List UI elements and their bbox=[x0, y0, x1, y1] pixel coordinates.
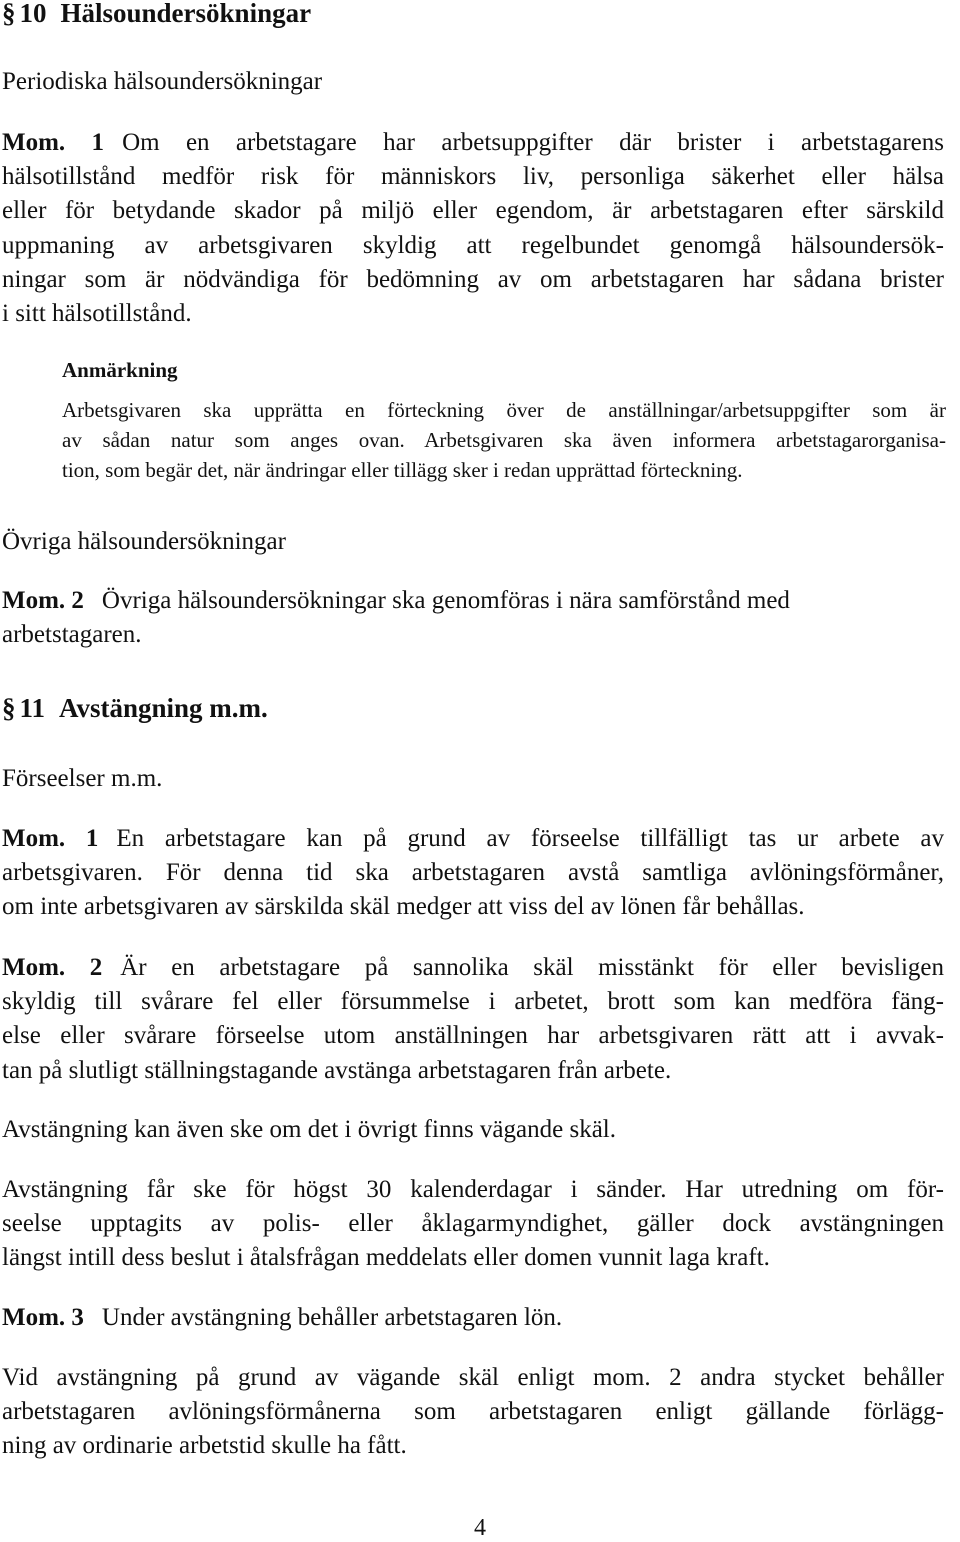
note-line: tion, som begär det, när ändringar eller tillägg sker i redan upprättad förteckning. bbox=[62, 458, 743, 482]
section-title: Avstängning m.m. bbox=[59, 693, 268, 723]
note-line: av sådan natur som anges ovan. Arbetsgivaren ska även informera arbetstagarorganisa- bbox=[62, 428, 946, 452]
text-line: Mom. 3 Under avstängning behåller arbetstagaren lön. bbox=[2, 1304, 563, 1331]
text-line: uppmaning av arbetsgivaren skyldig att regelbundet genomgå hälsoundersök- bbox=[2, 231, 944, 259]
section-number: 11 bbox=[19, 693, 46, 723]
text-line: seelse upptagits av polis- eller åklagarmyndighet, gäller dock avstängningen bbox=[2, 1210, 944, 1238]
section-heading-10 bbox=[2, 0, 944, 30]
paragraph-mom1-forseelser bbox=[2, 822, 944, 925]
text-line: Avstängning får ske för högst 30 kalenderdagar i sänder. Har utredning om för- bbox=[2, 1176, 944, 1203]
section-title: Hälsoundersökningar bbox=[60, 0, 312, 28]
section-sign: § bbox=[2, 693, 16, 723]
text-line: hälsotillstånd medför risk för människors liv, personliga säkerhet eller hälsa bbox=[2, 163, 944, 191]
text-line: ningar som är nödvändiga för bedömning av om arbetstagaren har sådana brister bbox=[2, 265, 944, 293]
text-line: arbetstagaren. bbox=[2, 621, 142, 649]
note-line: Arbetsgivaren ska upprätta en förteckning över de anställningar/arbetsuppgifter som är bbox=[62, 398, 946, 422]
text-line: arbetstagaren avlöningsförmånerna som arbetstagaren enligt gällande förlägg- bbox=[2, 1398, 944, 1426]
note-block bbox=[62, 355, 946, 485]
text-line: längst intill dess beslut i åtalsfrågan meddelats eller domen vunnit laga kraft. bbox=[2, 1244, 770, 1272]
paragraph-avstangning-hogst bbox=[2, 1173, 944, 1276]
paragraph-mom2-ovriga bbox=[2, 584, 944, 652]
text-line: Avstängning kan även ske om det i övrigt finns vägande skäl. bbox=[2, 1116, 616, 1143]
text-line: eller för betydande skador på miljö eller egendom, är arbetstagaren efter särskild bbox=[2, 197, 944, 225]
mom-label: Mom. 2 bbox=[2, 954, 103, 981]
text-line: ning av ordinarie arbetstid skulle ha fått. bbox=[2, 1432, 407, 1460]
text-line: tan på slutligt ställningstagande avstänga arbetstagaren från arbete. bbox=[2, 1056, 672, 1084]
paragraph-mom2-forseelser bbox=[2, 951, 944, 1088]
mom-label: Mom. 1 bbox=[2, 825, 99, 852]
paragraph-vid-avstangning bbox=[2, 1361, 944, 1464]
subheading-periodiska: Periodiska hälsoundersökningar bbox=[2, 68, 323, 95]
text-line: i sitt hälsotillstånd. bbox=[2, 300, 192, 328]
subheading-forseelser: Förseelser m.m. bbox=[2, 765, 163, 792]
text-line: Mom. 1 En arbetstagare kan på grund av förseelse tillfälligt tas ur arbete av bbox=[2, 825, 944, 852]
text-line: Vid avstängning på grund av vägande skäl enligt mom. 2 andra stycket behåller bbox=[2, 1364, 944, 1391]
mom-label: Mom. 2 bbox=[2, 587, 84, 614]
text-line: skyldig till svårare fel eller försummelse i arbetet, brott som kan medföra fäng- bbox=[2, 988, 944, 1016]
section-sign: § bbox=[2, 0, 16, 28]
text-line: arbetsgivaren. För denna tid ska arbetstagaren avstå samtliga avlöningsförmåner, bbox=[2, 859, 944, 887]
subheading-ovriga: Övriga hälsoundersökningar bbox=[2, 528, 286, 555]
section-heading-11 bbox=[2, 691, 944, 725]
note-title: Anmärkning bbox=[62, 358, 178, 382]
text-line: else eller svårare förseelse utom anställningen har arbetsgivaren rätt att i avvak- bbox=[2, 1022, 944, 1050]
text-line: om inte arbetsgivaren av särskilda skäl medger att viss del av lönen får behållas. bbox=[2, 893, 805, 921]
text-line: Mom. 1 Om en arbetstagare har arbetsuppgifter där brister i arbetstagarens bbox=[2, 129, 944, 156]
paragraph-avstangning-aven bbox=[2, 1113, 944, 1147]
section-number: 10 bbox=[19, 0, 47, 28]
page-number: 4 bbox=[474, 1515, 486, 1541]
mom-label: Mom. 1 bbox=[2, 129, 105, 156]
text-line: Mom. 2 Övriga hälsoundersökningar ska genomföras i nära samförstånd med bbox=[2, 587, 790, 614]
mom-label: Mom. 3 bbox=[2, 1304, 84, 1331]
paragraph-mom3 bbox=[2, 1301, 944, 1335]
text-line: Mom. 2 Är en arbetstagare på sannolika skäl misstänkt för eller bevisligen bbox=[2, 954, 944, 981]
paragraph-mom1-periodiska bbox=[2, 126, 944, 331]
